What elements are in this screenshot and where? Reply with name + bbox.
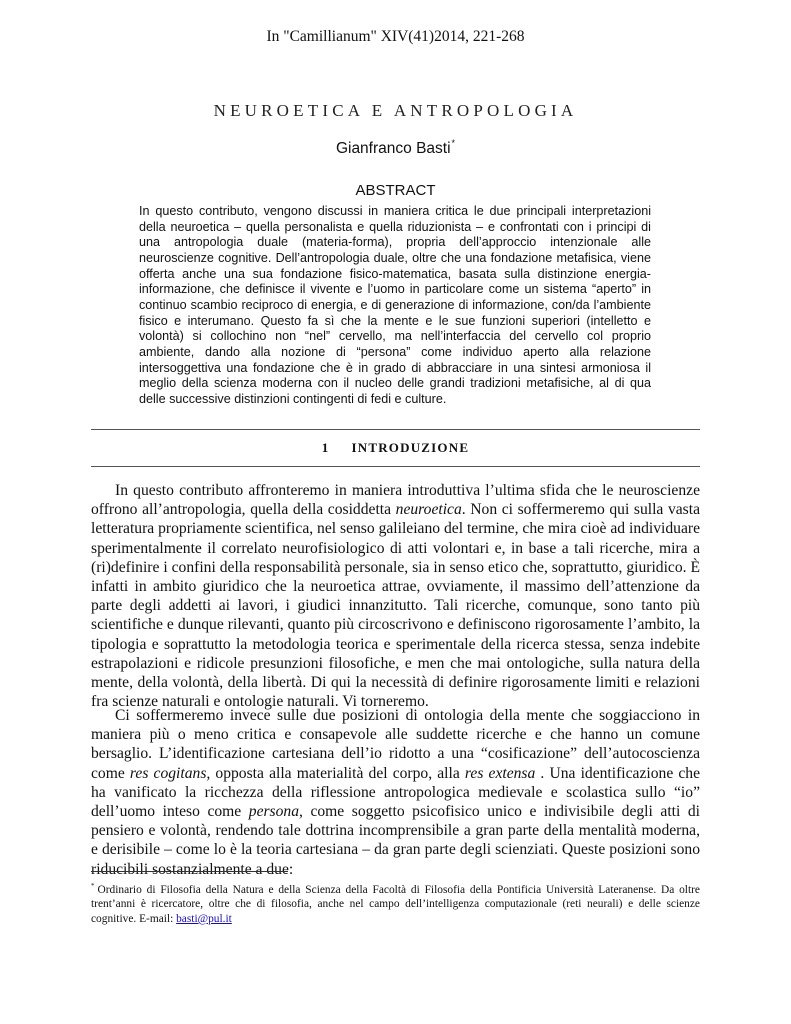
emphasis-persona: persona	[248, 803, 300, 821]
author-footnote-mark[interactable]: *	[451, 138, 456, 148]
section-rule-top	[91, 429, 700, 430]
body-paragraph-2	[91, 706, 700, 879]
abstract-text: In questo contributo, vengono discussi in maniera critica le due principali interpretazioni della neuroetica – quella personalista e quella riduzionista – e confrontati con i principi di una antropologia duale (materia-forma), propria dell’approccio intenzionale alle neuroscienze cognitive. Dell’antropologia duale, oltre che una fondazione metafisica, viene offerta anche una sua fondazione fisico-matematica, basata sulla distinzione energia-informazione, che definisce il vivente e l’uomo in particolare come un sistema “aperto” in continuo scambio reciproco di energia, e di generazione di informazione, con/da l’ambiente fisico e interumano. Questo fa sì che la mente e le sue funzioni superiori (intelletto e volontà) si collochino non “nel” cervello, ma nell’interfaccia del cervello col proprio ambiente, dando alla nozione di “persona” come individuo aperto alla relazione intersoggettiva una fondazione che è in grado di abbracciare in una sintesi armoniosa il meglio della scienza moderna con il nucleo delle grandi tradizioni metafisiche, al di qua delle successive distinzioni contingenti di fedi e culture.	[139, 204, 651, 406]
paragraph-text: . Una identificazione che ha vanificato la ricchezza della riflessione antropologica medievale e scolastica sullo “io” dell’uomo inteso come	[91, 764, 701, 821]
footnote-text: Ordinario di Filosofia della Natura e della Scienza della Facoltà di Filosofia della Pontificia Università Lateranense. Da oltre trent’anni è ricercatore, oltre che di filosofia, anche nel campo dell’intelligenza computazionale (reti neurali) e delle scienze cognitive. E-mail:	[91, 884, 700, 925]
emphasis-res-extensa: res extensa	[464, 764, 536, 782]
emphasis-res-cogitans: res cogitans,	[129, 764, 211, 782]
section-number: 1	[321, 440, 330, 455]
paragraph-text: Ci soffermeremo invece sulle due posizioni di ontologia della mente che soggiacciono in maniera più o meno critica e consapevole alle suddette ricerche e che hanno un comune bersaglio. L’identificazione cartesiana dell’io ridotto a una “cosificazione” dell’autocoscienza come	[91, 707, 700, 782]
email-link[interactable]: basti@pul.it	[176, 912, 232, 925]
footnote-separator	[91, 871, 288, 872]
section-title: INTRODUZIONE	[351, 440, 470, 455]
section-heading	[0, 440, 791, 456]
paragraph-text: , come soggetto psicofisico unico e indivisibile degli atti di pensiero e volontà, rendendo tale dottrina incomprensibile a gran parte della mentalità moderna, e derisibile – come lo è la teoria cartesiana – da gran parte degli scienziati. Queste posizioni sono riducibili sostanzialmente a due:	[91, 803, 700, 878]
author-name: Gianfranco Basti	[335, 140, 451, 157]
footnote-mark: *	[91, 882, 95, 890]
section-rule-bottom	[91, 466, 700, 467]
footnote	[91, 879, 700, 926]
body-paragraph-1	[91, 481, 700, 711]
author-line	[0, 138, 791, 158]
paragraph-text: In questo contributo affronteremo in maniera introduttiva l’ultima sfida che le neuroscienze offrono all’antropologia, quella della cosiddetta	[91, 482, 700, 519]
emphasis-neuroetica: neuroetica	[395, 501, 462, 519]
journal-citation: In "Camillianum" XIV(41)2014, 221-268	[266, 28, 525, 45]
paragraph-text: . Non ci soffermeremo qui sulla vasta letteratura propriamente scientifica, nel senso galileiano del termine, che mira cioè ad individuare sperimentalmente il correlato neurofisiologico di atti volontari e, in base a tali ricerche, mira a (ri)definire i confini della responsabilità personale, sia in senso etico che, soprattutto, giuridico. È infatti in ambito giuridico che la neuroetica attrae, ovviamente, il massimo dell’attenzione da parte degli addetti ai lavori, i giudici innanzitutto. Tali ricerche, comunque, sono tanto più scientifiche e dunque rilevanti, quanto più circoscrivono e definiscono rigorosamente l’ambito, la tipologia e soprattutto la metodologia teorica e sperimentale della ricerca stessa, senza indebite estrapolazioni e ridicole presunzioni filosofiche, e men che mai ontologiche, sulla natura della mente, della volontà, della libertà. Di qui la necessità di definire rigorosamente limiti e relazioni fra scienze naturali e ontologie naturali. Vi torneremo.	[91, 501, 700, 711]
paragraph-text: opposta alla materialità del corpo, alla	[210, 764, 465, 782]
abstract-heading: ABSTRACT	[355, 182, 436, 199]
paper-title: NEUROETICA E ANTROPOLOGIA	[213, 101, 578, 120]
